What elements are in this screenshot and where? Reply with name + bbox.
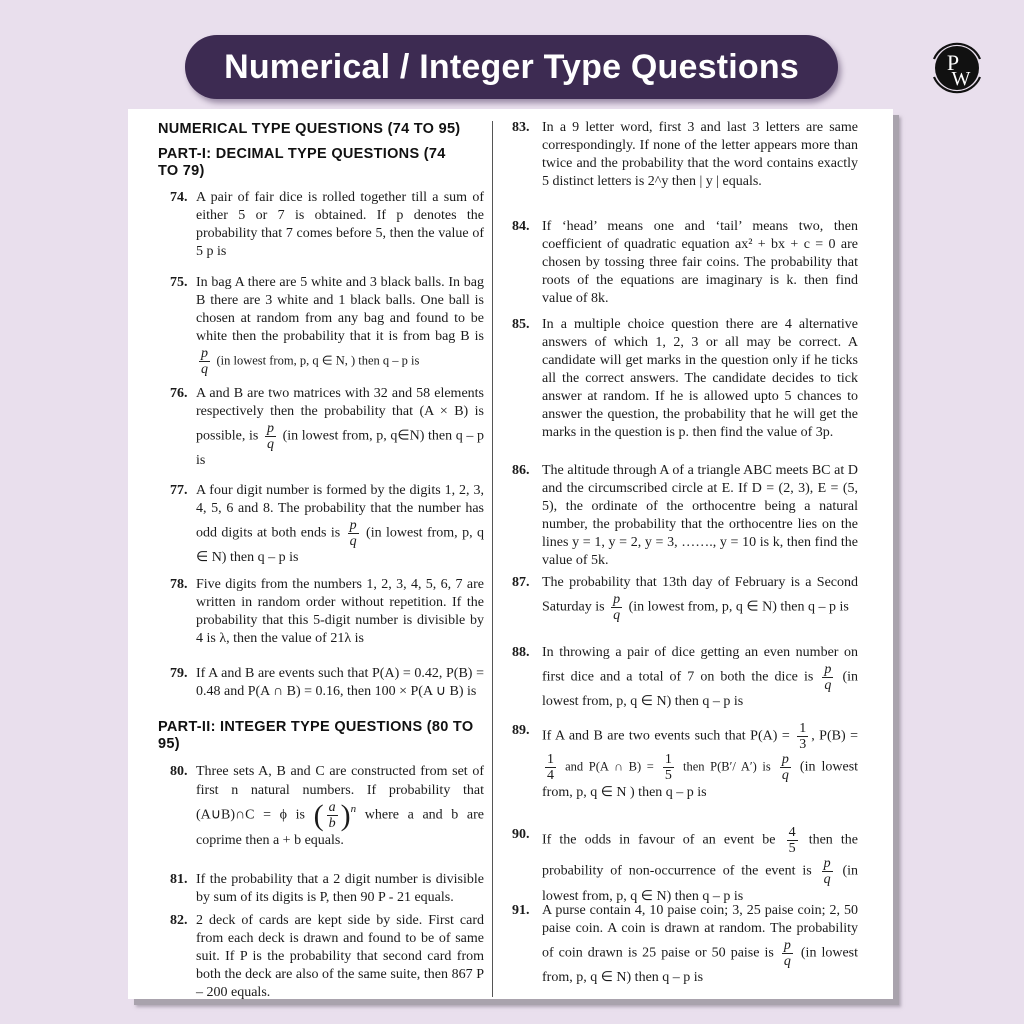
question-79: 79. If A and B are events such that P(A) = 0.42, P(B) = 0.48 and P(A ∩ B) = 0.16, then 100 × P(A ∪ B) is bbox=[170, 666, 484, 699]
question-78: 78. Five digits from the numbers 1, 2, 3, 4, 5, 6, 7 are written in random order without repetition. If the probability that this 5-digit number is divisible by 4 is λ, then the value of 21λ is bbox=[170, 577, 484, 646]
fraction-one-third: $\frac{1}{3}$ bbox=[799, 721, 807, 752]
page-title: Numerical / Integer Type Questions bbox=[224, 47, 799, 86]
column-divider bbox=[492, 121, 493, 997]
question-85: 85. In a multiple choice question there are 4 alternative answers of which 1, 2, 3 or all may be correct. A candidate will get marks in the question only if he ticks all the correct answers. The candidate decides to tick answer at random. If he is allowed upto 5 chances to answer the question, the probability that he will get the marks in the question is p. then find the value of 3p. bbox=[512, 317, 858, 440]
question-89: 89. If A and B are two events such that P(A) = $\frac{1}{3}$ , P(B) = $\frac{1}{4}$ and P(A ∩ B) = $\frac{1}{5}$ then P(B′/ A′) is $\frac{p}{q}$ (in lowest from, p, q ∈ N ) then q – p is bbox=[512, 721, 859, 800]
title-banner bbox=[185, 35, 838, 99]
question-page bbox=[128, 109, 893, 999]
question-88: 88. In throwing a pair of dice getting an even number on first dice and a total of 7 on both the dice is $\frac{p}{q}$ (in lowest from, p, q ∈ N) then q – p is bbox=[512, 645, 859, 709]
question-81: 81. If the probability that a 2 digit number is divisible by sum of its digits is P, then 90 P - 21 equals. bbox=[170, 872, 484, 905]
fraction-one-fourth: $\frac{1}{4}$ bbox=[547, 752, 554, 783]
question-77: 77. A four digit number is formed by the digits 1, 2, 3, 4, 5, 6 and 8. The probability that the number has odd digits at both ends is $\frac{p}{q}$ (in lowest from, p, q ∈ N) then q – p is bbox=[170, 483, 485, 565]
question-84: 84. If ‘head’ means one and ‘tail’ means two, then coefficient of quadratic equation ax² + bx + c = 0 are chosen by tossing three fair coins. The probability that roots of the equations are imaginary is k. then find value of 8k. bbox=[512, 219, 858, 306]
svg-text:P: P bbox=[946, 50, 960, 75]
question-76: 76. A and B are two matrices with 32 and 58 elements respectively then the probability that (A × B) is possible, is $\frac{p}{q}$ (in lowest from, p, q∈N) then q – p is bbox=[170, 386, 484, 468]
pw-logo-icon bbox=[926, 37, 988, 99]
fraction-p-over-q: $\frac{p}{q}$ bbox=[201, 346, 208, 377]
fraction-p-over-q: $\frac{p}{q}$ bbox=[266, 421, 274, 452]
question-87: 87. The probability that 13th day of February is a Second Saturday is $\frac{p}{q}$ (in lowest from, p, q ∈ N) then q – p is bbox=[512, 575, 858, 623]
fraction-p-over-q: $\frac{p}{q}$ bbox=[823, 856, 831, 887]
fraction-one-fifth: $\frac{1}{5}$ bbox=[664, 752, 672, 783]
question-82: 82. 2 deck of cards are kept side by side. First card from each deck is drawn and found to be of same suit. If P is the probability that second card from both the deck are also of the same suite, then 867 P – 200 equals. bbox=[170, 913, 484, 1000]
question-83: 83. In a 9 letter word, first 3 and last 3 letters are same correspondingly. If none of the letter appears more than twice and the probability that the word contains exactly 5 distinct letters is 2^y then | y | equals. bbox=[512, 120, 858, 189]
question-80: 80. Three sets A, B and C are constructed from set of first n natural numbers. If probability that (A∪B)∩C = ϕ is ( $\frac{a}{b}$ ) $^n$ where a and b are coprime then a + b equals. bbox=[170, 764, 485, 848]
fraction-p-over-q: $\frac{p}{q}$ bbox=[349, 518, 357, 549]
main-heading: NUMERICAL TYPE QUESTIONS (74 TO 95) bbox=[158, 121, 461, 137]
part2-heading: PART-II: INTEGER TYPE QUESTIONS (80 TO 95) bbox=[158, 719, 474, 752]
fraction-p-over-q: $\frac{p}{q}$ bbox=[613, 592, 621, 623]
question-75: 75. In bag A there are 5 white and 3 black balls. In bag B there are 3 white and 1 black balls. One ball is chosen at random from any bag and found to be white then the probability that it is from bag B is $\frac{p}{q}$ (in lowest from, p, q ∈ N, ) then q – p is bbox=[170, 275, 484, 377]
question-91: 91. A purse contain 4, 10 paise coin; 3, 25 paise coin; 2, 50 paise coin. A coin is drawn at random. The probability of coin drawn is 25 paise or 50 paise is $\frac{p}{q}$ (in lowest from, p, q ∈ N) then q – p is bbox=[512, 903, 859, 985]
fraction-p-over-q: $\frac{p}{q}$ bbox=[781, 752, 789, 783]
fraction-four-fifths: $\frac{4}{5}$ bbox=[788, 825, 796, 856]
fraction-p-over-q: $\frac{p}{q}$ bbox=[783, 938, 791, 969]
part1-heading: PART-I: DECIMAL TYPE QUESTIONS (74 TO 79) bbox=[158, 146, 446, 179]
question-90: 90. If the odds in favour of an event be $\frac{4}{5}$ then the probability of non-occurrence of the event is $\frac{p}{q}$ (in lowest from, p, q ∈ N) then q – p is bbox=[512, 825, 859, 904]
svg-text:W: W bbox=[951, 68, 971, 90]
fraction-p-over-q: $\frac{p}{q}$ bbox=[824, 662, 832, 693]
question-86: 86. The altitude through A of a triangle ABC meets BC at D and the circumscribed circle at E. If D = (2, 3), E = (5, 5), the ordinate of the orthocentre being a natural number, the probability that the orthocentre lies on the lines y = 1, y = 2, y = 3, ……., y = 10 is k, then find the value of 5k. bbox=[512, 463, 858, 568]
fraction-a-over-b-power-n: ( $\frac{a}{b}$ ) $^n$ bbox=[313, 798, 357, 832]
question-74: 74. A pair of fair dice is rolled together till a sum of either 5 or 7 is obtained. If p denotes the probability that 7 comes before 5, then the value of 5 p is bbox=[170, 190, 484, 259]
